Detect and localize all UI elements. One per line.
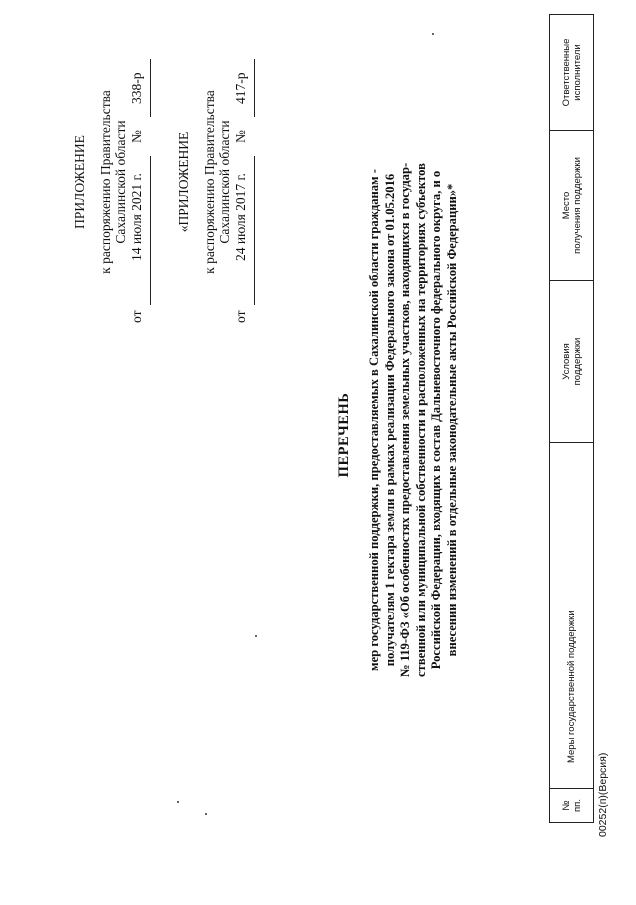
appendix-previous-number-label: № xyxy=(232,130,248,143)
document-footer: 00252(п)(Версия) xyxy=(597,752,609,837)
column-header-place: Место получения поддержки xyxy=(550,131,594,281)
appendix-previous-number-underline xyxy=(254,59,255,117)
appendix-current-number: 338-р xyxy=(128,72,144,104)
document-title xyxy=(335,335,353,535)
appendix-previous-title: «ПРИЛОЖЕНИЕ xyxy=(176,131,191,233)
document-subtitle xyxy=(367,15,461,825)
appendix-current-reference xyxy=(129,37,146,327)
scan-speck xyxy=(205,813,207,815)
column-header-responsible: Ответственные исполнители xyxy=(550,15,594,131)
column-header-measures: Меры государственной поддержки xyxy=(550,443,594,789)
scan-speck xyxy=(255,635,257,637)
document-title-text: ПЕРЕЧЕНЬ xyxy=(336,392,352,478)
subtitle-line: ственной или муниципальной собственности и расположенных на территориях субъектов xyxy=(413,163,428,677)
appendix-previous-number: 417-р xyxy=(232,72,248,104)
appendix-current-date-underline xyxy=(150,156,151,305)
subtitle-line: мер государственной поддержки, предоставляемых в Сахалинской области гражданам - xyxy=(367,169,381,671)
subtitle-line: внесении изменений в отдельные законодательные акты Российской Федерации»* xyxy=(444,183,459,657)
subtitle-line: Российской Федерации, входящих в состав Дальневосточного федерального округа, и о xyxy=(429,170,444,670)
appendix-current-number-label: № xyxy=(128,130,144,143)
column-header-number: № пп. xyxy=(550,789,594,823)
appendix-current-line2: Сахалинской области xyxy=(113,120,128,244)
subtitle-line: получателям 1 гектара земли в рамках реализации Федерального закона от 01.05.2016 xyxy=(382,173,397,667)
appendix-previous-date-underline xyxy=(254,156,255,305)
appendix-previous-date: 24 июля 2017 г. xyxy=(232,173,248,261)
subtitle-line: № 119-ФЗ «Об особенностях предоставления земельных участков, находящихся в государ- xyxy=(398,162,413,678)
appendix-previous-from-label: от xyxy=(232,310,248,323)
appendix-previous-reference xyxy=(233,37,250,327)
appendix-current-title: ПРИЛОЖЕНИЕ xyxy=(72,135,87,229)
appendix-previous xyxy=(176,37,250,327)
appendix-previous-line1: к распоряжению Правительства xyxy=(201,90,217,274)
appendix-current-line1: к распоряжению Правительства xyxy=(97,90,113,274)
appendix-current xyxy=(72,37,146,327)
appendix-current-date: 14 июля 2021 г. xyxy=(128,173,144,261)
table-header-row xyxy=(550,15,594,823)
scan-speck xyxy=(432,33,434,35)
appendix-current-from-label: от xyxy=(128,310,144,323)
column-header-conditions: Условия поддержки xyxy=(550,281,594,443)
appendix-current-number-underline xyxy=(150,59,151,117)
appendix-previous-line2: Сахалинской области xyxy=(217,120,232,244)
scan-speck xyxy=(177,801,179,803)
measures-table xyxy=(549,14,594,823)
